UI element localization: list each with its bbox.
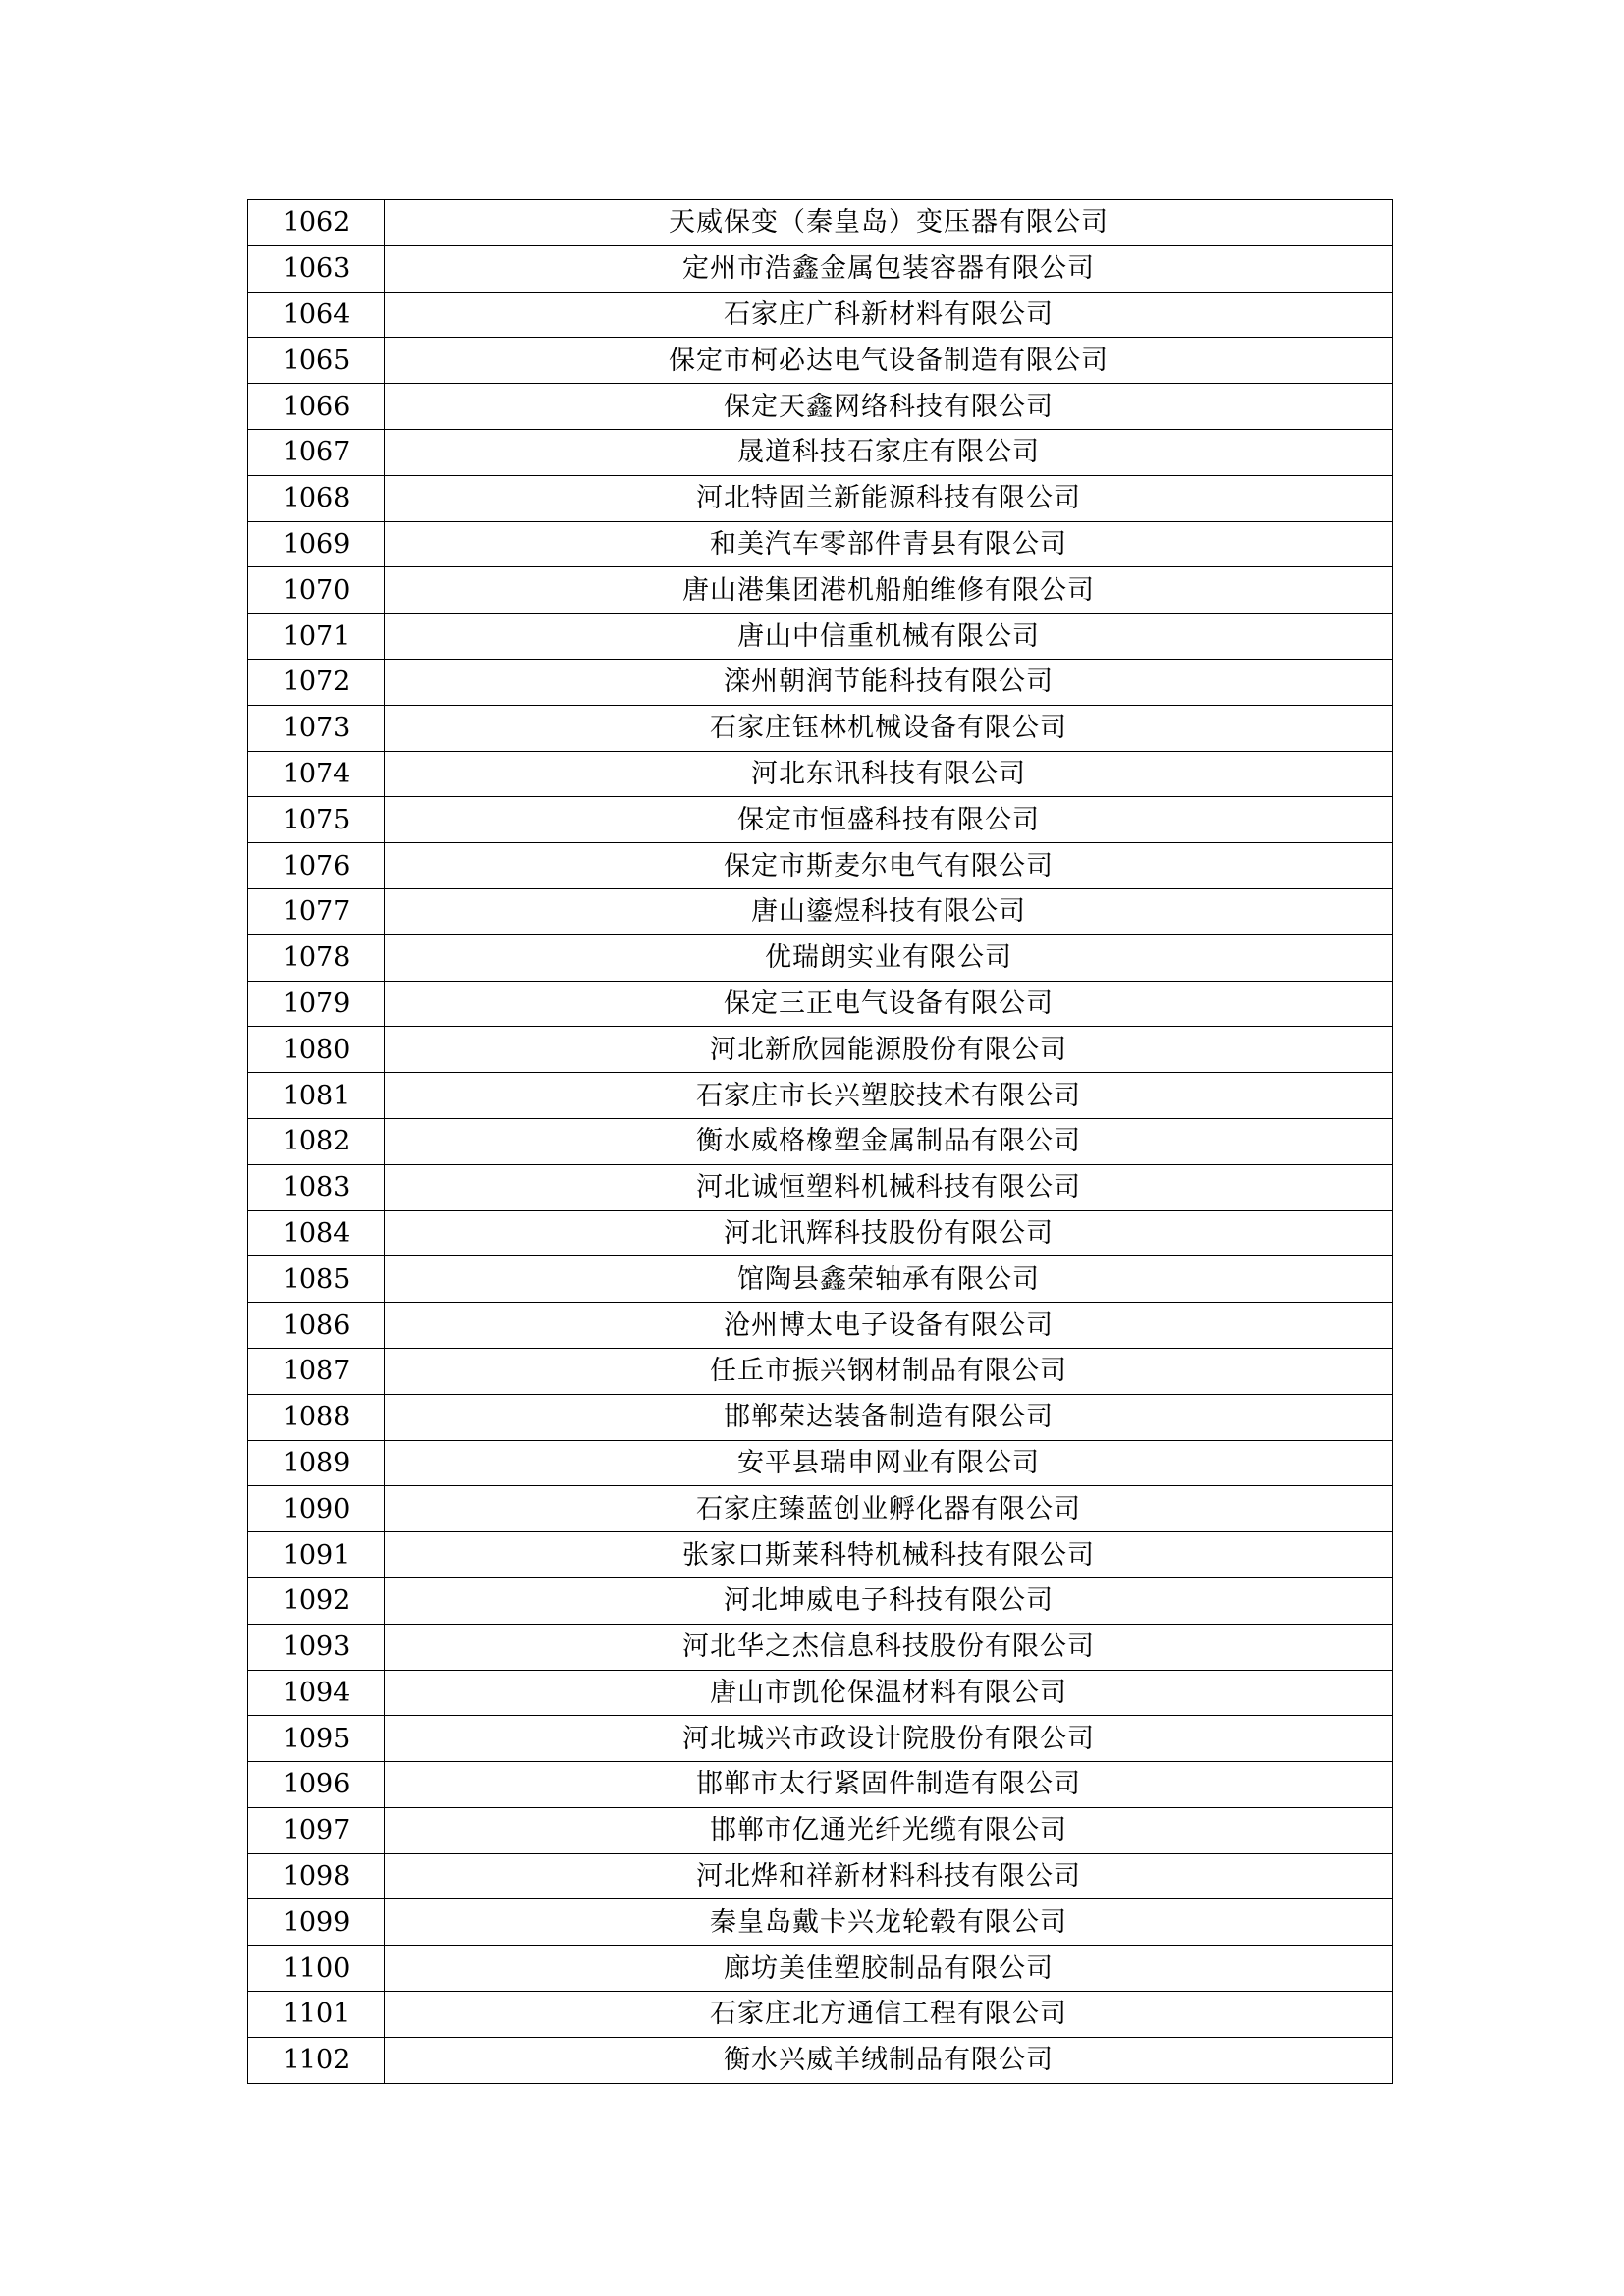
row-number-cell: 1092 xyxy=(248,1577,385,1624)
table-row xyxy=(248,200,1393,246)
row-number-cell: 1084 xyxy=(248,1210,385,1256)
table-row xyxy=(248,1992,1393,2038)
table-row xyxy=(248,1073,1393,1119)
table-row xyxy=(248,384,1393,430)
table-row xyxy=(248,1118,1393,1164)
table-row xyxy=(248,245,1393,292)
row-number-cell: 1062 xyxy=(248,200,385,246)
row-number-cell: 1098 xyxy=(248,1853,385,1899)
company-name-cell: 安平县瑞申网业有限公司 xyxy=(385,1440,1393,1486)
table-row xyxy=(248,1946,1393,1992)
row-number-cell: 1096 xyxy=(248,1762,385,1808)
table-row xyxy=(248,338,1393,384)
table-row xyxy=(248,1348,1393,1394)
row-number-cell: 1065 xyxy=(248,338,385,384)
table-row xyxy=(248,2037,1393,2083)
row-number-cell: 1089 xyxy=(248,1440,385,1486)
table-row xyxy=(248,1807,1393,1853)
company-name-cell: 天威保变（秦皇岛）变压器有限公司 xyxy=(385,200,1393,246)
company-name-cell: 馆陶县鑫荣轴承有限公司 xyxy=(385,1256,1393,1303)
row-number-cell: 1090 xyxy=(248,1486,385,1532)
table-row xyxy=(248,1256,1393,1303)
company-name-cell: 定州市浩鑫金属包装容器有限公司 xyxy=(385,245,1393,292)
company-name-cell: 唐山市凯伦保温材料有限公司 xyxy=(385,1670,1393,1716)
company-name-cell: 保定市恒盛科技有限公司 xyxy=(385,797,1393,843)
row-number-cell: 1077 xyxy=(248,888,385,934)
row-number-cell: 1076 xyxy=(248,843,385,889)
table-row xyxy=(248,1394,1393,1440)
company-name-cell: 优瑞朗实业有限公司 xyxy=(385,934,1393,981)
table-row xyxy=(248,521,1393,567)
row-number-cell: 1066 xyxy=(248,384,385,430)
row-number-cell: 1083 xyxy=(248,1164,385,1210)
company-name-cell: 石家庄市长兴塑胶技术有限公司 xyxy=(385,1073,1393,1119)
row-number-cell: 1088 xyxy=(248,1394,385,1440)
company-name-cell: 邯郸荣达装备制造有限公司 xyxy=(385,1394,1393,1440)
company-name-cell: 和美汽车零部件青县有限公司 xyxy=(385,521,1393,567)
row-number-cell: 1071 xyxy=(248,614,385,660)
company-name-cell: 保定市柯必达电气设备制造有限公司 xyxy=(385,338,1393,384)
table-row xyxy=(248,429,1393,475)
row-number-cell: 1102 xyxy=(248,2037,385,2083)
row-number-cell: 1101 xyxy=(248,1992,385,2038)
table-row xyxy=(248,1762,1393,1808)
row-number-cell: 1095 xyxy=(248,1716,385,1762)
table-row xyxy=(248,292,1393,338)
company-name-cell: 衡水威格橡塑金属制品有限公司 xyxy=(385,1118,1393,1164)
row-number-cell: 1070 xyxy=(248,567,385,614)
row-number-cell: 1099 xyxy=(248,1899,385,1946)
company-name-cell: 河北坤威电子科技有限公司 xyxy=(385,1577,1393,1624)
company-name-cell: 河北特固兰新能源科技有限公司 xyxy=(385,475,1393,521)
company-name-cell: 秦皇岛戴卡兴龙轮毂有限公司 xyxy=(385,1899,1393,1946)
table-row xyxy=(248,614,1393,660)
table-row xyxy=(248,1210,1393,1256)
company-name-cell: 河北烨和祥新材料科技有限公司 xyxy=(385,1853,1393,1899)
company-name-cell: 河北诚恒塑料机械科技有限公司 xyxy=(385,1164,1393,1210)
table-row xyxy=(248,475,1393,521)
row-number-cell: 1079 xyxy=(248,981,385,1027)
row-number-cell: 1073 xyxy=(248,705,385,751)
company-name-cell: 石家庄北方通信工程有限公司 xyxy=(385,1992,1393,2038)
table-row xyxy=(248,843,1393,889)
row-number-cell: 1097 xyxy=(248,1807,385,1853)
table-row xyxy=(248,1624,1393,1670)
company-name-cell: 任丘市振兴钢材制品有限公司 xyxy=(385,1348,1393,1394)
table-row xyxy=(248,1670,1393,1716)
row-number-cell: 1067 xyxy=(248,429,385,475)
company-name-cell: 廊坊美佳塑胶制品有限公司 xyxy=(385,1946,1393,1992)
company-name-cell: 邯郸市太行紧固件制造有限公司 xyxy=(385,1762,1393,1808)
row-number-cell: 1085 xyxy=(248,1256,385,1303)
company-name-cell: 石家庄钰林机械设备有限公司 xyxy=(385,705,1393,751)
table-row xyxy=(248,1486,1393,1532)
table-row xyxy=(248,1303,1393,1349)
table-row xyxy=(248,888,1393,934)
row-number-cell: 1094 xyxy=(248,1670,385,1716)
company-name-cell: 晟道科技石家庄有限公司 xyxy=(385,429,1393,475)
company-name-cell: 河北讯辉科技股份有限公司 xyxy=(385,1210,1393,1256)
table-row xyxy=(248,1716,1393,1762)
company-name-cell: 沧州博太电子设备有限公司 xyxy=(385,1303,1393,1349)
table-row xyxy=(248,934,1393,981)
table-row xyxy=(248,1164,1393,1210)
table-row xyxy=(248,659,1393,705)
company-name-cell: 河北新欣园能源股份有限公司 xyxy=(385,1027,1393,1073)
company-name-cell: 保定天鑫网络科技有限公司 xyxy=(385,384,1393,430)
row-number-cell: 1072 xyxy=(248,659,385,705)
company-name-cell: 滦州朝润节能科技有限公司 xyxy=(385,659,1393,705)
company-name-cell: 河北城兴市政设计院股份有限公司 xyxy=(385,1716,1393,1762)
row-number-cell: 1087 xyxy=(248,1348,385,1394)
table-row xyxy=(248,1440,1393,1486)
company-name-cell: 石家庄臻蓝创业孵化器有限公司 xyxy=(385,1486,1393,1532)
row-number-cell: 1093 xyxy=(248,1624,385,1670)
row-number-cell: 1064 xyxy=(248,292,385,338)
table-row xyxy=(248,1027,1393,1073)
table-row xyxy=(248,567,1393,614)
row-number-cell: 1086 xyxy=(248,1303,385,1349)
table-row xyxy=(248,1899,1393,1946)
company-name-cell: 衡水兴威羊绒制品有限公司 xyxy=(385,2037,1393,2083)
table-row xyxy=(248,797,1393,843)
row-number-cell: 1074 xyxy=(248,751,385,797)
row-number-cell: 1081 xyxy=(248,1073,385,1119)
row-number-cell: 1078 xyxy=(248,934,385,981)
company-name-cell: 石家庄广科新材料有限公司 xyxy=(385,292,1393,338)
row-number-cell: 1075 xyxy=(248,797,385,843)
row-number-cell: 1080 xyxy=(248,1027,385,1073)
company-name-cell: 保定三正电气设备有限公司 xyxy=(385,981,1393,1027)
company-name-cell: 唐山鎏煜科技有限公司 xyxy=(385,888,1393,934)
row-number-cell: 1100 xyxy=(248,1946,385,1992)
company-name-cell: 河北东讯科技有限公司 xyxy=(385,751,1393,797)
company-name-cell: 河北华之杰信息科技股份有限公司 xyxy=(385,1624,1393,1670)
row-number-cell: 1063 xyxy=(248,245,385,292)
row-number-cell: 1091 xyxy=(248,1532,385,1578)
table-row xyxy=(248,981,1393,1027)
table-row xyxy=(248,705,1393,751)
row-number-cell: 1069 xyxy=(248,521,385,567)
table-row xyxy=(248,751,1393,797)
company-list-table xyxy=(247,199,1393,2084)
company-list-body xyxy=(248,200,1393,2084)
row-number-cell: 1082 xyxy=(248,1118,385,1164)
row-number-cell: 1068 xyxy=(248,475,385,521)
table-row xyxy=(248,1577,1393,1624)
company-name-cell: 唐山港集团港机船舶维修有限公司 xyxy=(385,567,1393,614)
company-name-cell: 唐山中信重机械有限公司 xyxy=(385,614,1393,660)
company-name-cell: 邯郸市亿通光纤光缆有限公司 xyxy=(385,1807,1393,1853)
table-row xyxy=(248,1853,1393,1899)
company-name-cell: 张家口斯莱科特机械科技有限公司 xyxy=(385,1532,1393,1578)
table-row xyxy=(248,1532,1393,1578)
company-name-cell: 保定市斯麦尔电气有限公司 xyxy=(385,843,1393,889)
